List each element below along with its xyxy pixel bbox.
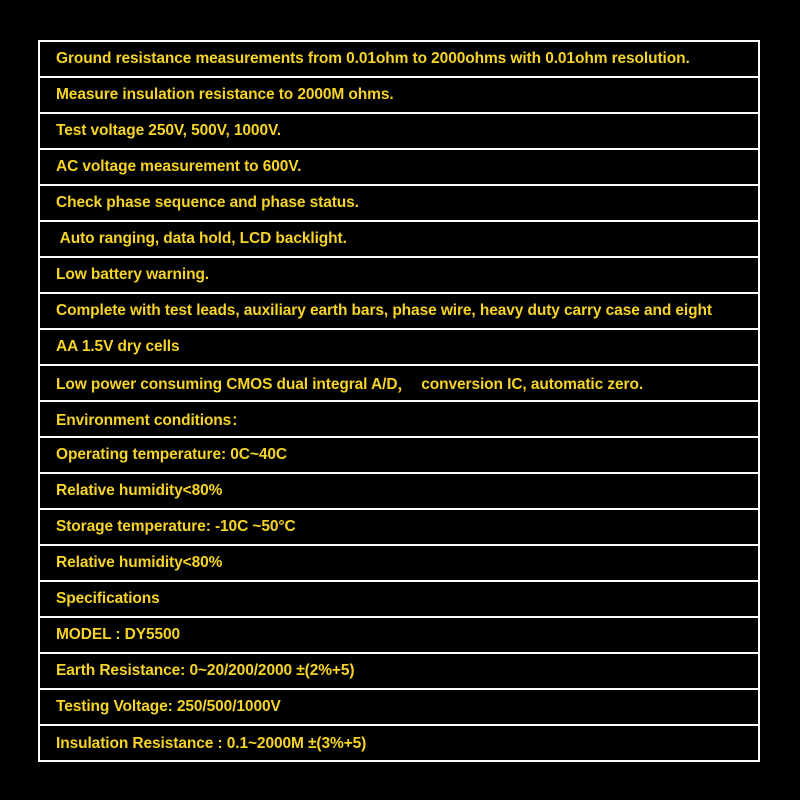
spec-row-storage-temperature <box>40 510 758 546</box>
spec-row-text: Operating temperature: 0C~40C <box>56 446 287 463</box>
spec-row-text: Testing Voltage: 250/500/1000V <box>56 698 281 715</box>
spec-row-ac-voltage <box>40 150 758 186</box>
spec-row-text: Insulation Resistance : 0.1~2000M ±(3%+5) <box>56 735 367 752</box>
spec-row-text: Measure insulation resistance to 2000M ohms. <box>56 86 394 103</box>
spec-row-ground-resistance <box>40 42 758 78</box>
spec-row-text: Environment conditions： <box>56 412 247 429</box>
spec-row-text: Relative humidity<80% <box>56 482 223 499</box>
spec-row-text: Auto ranging, data hold, LCD backlight. <box>56 230 347 247</box>
spec-row-text: Complete with test leads, auxiliary earth bars, phase wire, heavy duty carry case and eight <box>56 302 712 319</box>
spec-row-operating-temperature <box>40 438 758 474</box>
spec-row-low-battery <box>40 258 758 294</box>
spec-row-auto-ranging <box>40 222 758 258</box>
spec-row-insulation-resistance <box>40 78 758 114</box>
spec-row-accessories <box>40 294 758 330</box>
spec-row-text: Check phase sequence and phase status. <box>56 194 359 211</box>
spec-row-text: MODEL : DY5500 <box>56 626 181 643</box>
spec-row-test-voltage <box>40 114 758 150</box>
spec-row-text: Test voltage 250V, 500V, 1000V. <box>56 122 281 139</box>
spec-table <box>38 40 760 762</box>
spec-row-earth-resistance <box>40 654 758 690</box>
spec-row-operating-humidity <box>40 474 758 510</box>
spec-row-text: Relative humidity<80% <box>56 554 223 571</box>
spec-row-text: Storage temperature: -10C ~50°C <box>56 518 296 535</box>
spec-row-text: Low power consuming CMOS dual integral A/D， conversion IC, automatic zero. <box>56 376 644 393</box>
spec-row-dry-cells <box>40 330 758 366</box>
spec-row-model <box>40 618 758 654</box>
spec-row-text: AA 1.5V dry cells <box>56 338 180 355</box>
spec-row-text: Specifications <box>56 590 160 607</box>
spec-row-text: Low battery warning. <box>56 266 210 283</box>
spec-row-phase-sequence <box>40 186 758 222</box>
spec-row-storage-humidity <box>40 546 758 582</box>
spec-row-cmos <box>40 366 758 402</box>
spec-row-specifications-heading <box>40 582 758 618</box>
spec-row-text: Earth Resistance: 0~20/200/2000 ±(2%+5) <box>56 662 355 679</box>
spec-row-text: Ground resistance measurements from 0.01ohm to 2000ohms with 0.01ohm resolution. <box>56 50 690 67</box>
spec-row-testing-voltage <box>40 690 758 726</box>
spec-row-insulation-spec <box>40 726 758 762</box>
spec-row-environment-heading <box>40 402 758 438</box>
spec-row-text: AC voltage measurement to 600V. <box>56 158 302 175</box>
